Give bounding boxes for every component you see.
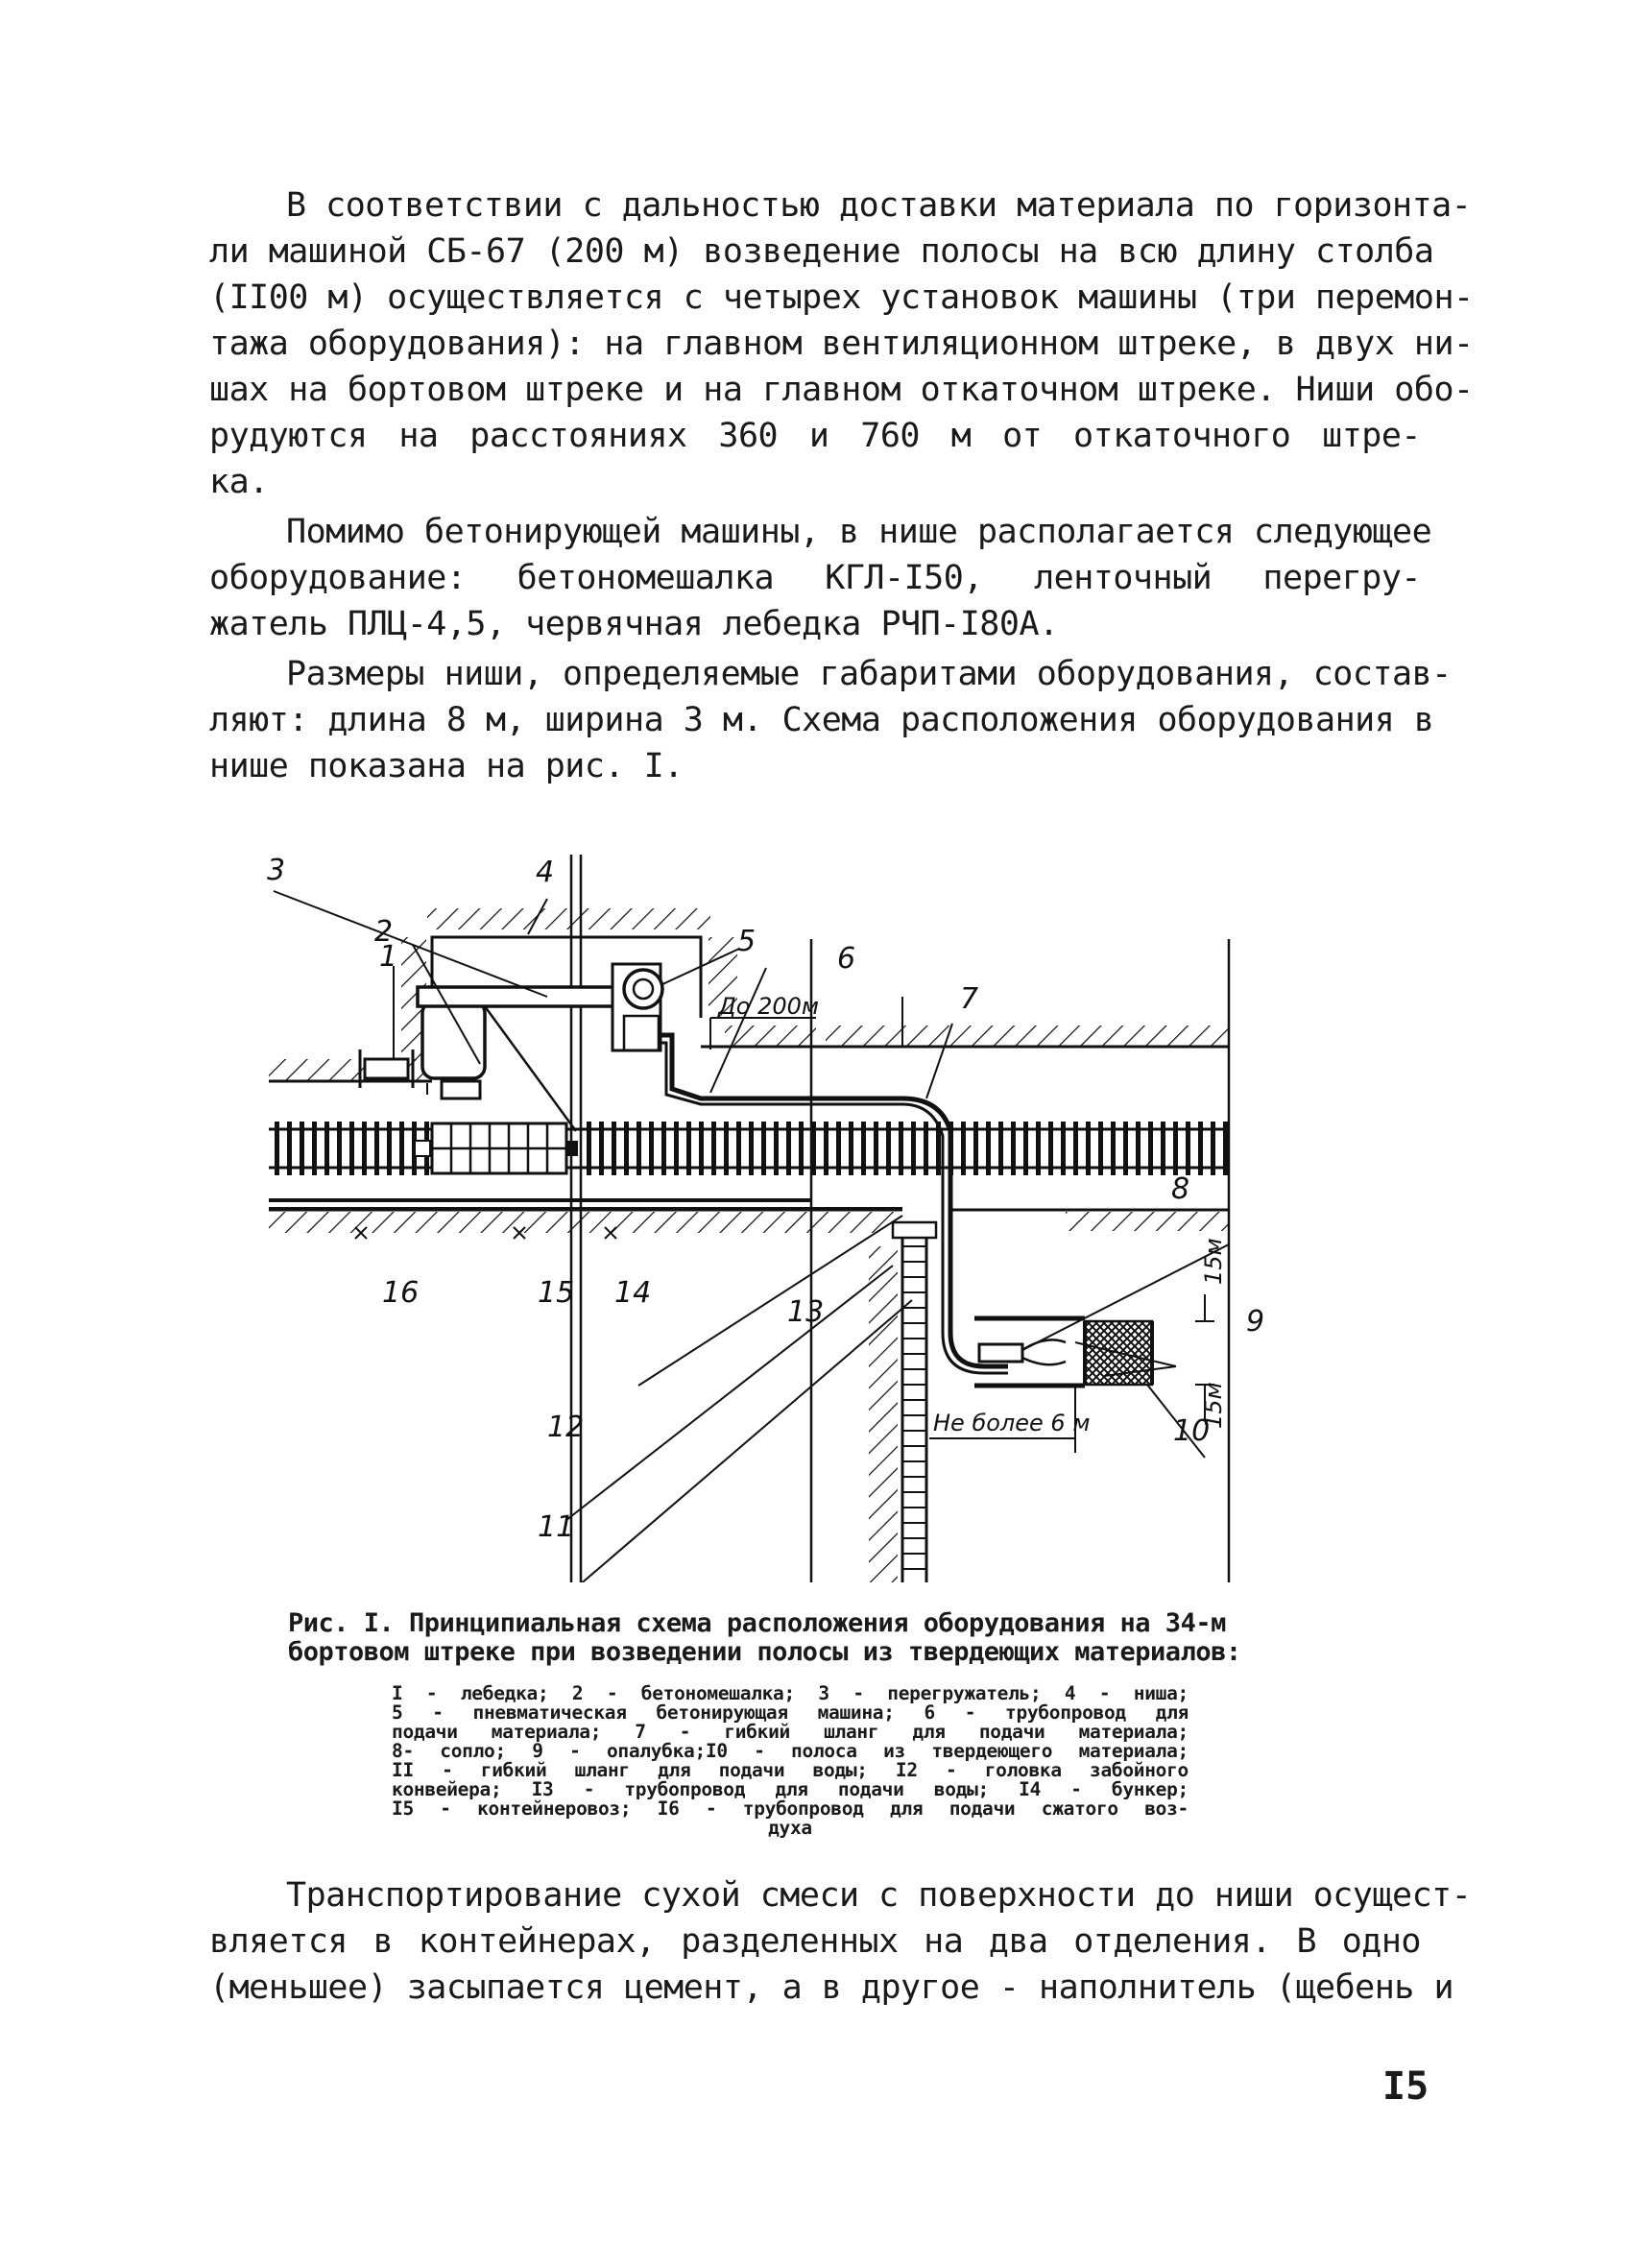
conveyor-rib bbox=[312, 1122, 317, 1175]
conveyor-rib bbox=[899, 1122, 903, 1175]
text-line: ляют: длина 8 м, ширина 3 м. Схема расположения оборудования в bbox=[209, 701, 1434, 739]
conveyor-rib bbox=[674, 1122, 679, 1175]
paragraph-4 bbox=[209, 1872, 1472, 2011]
conveyor-rib bbox=[699, 1122, 704, 1175]
conveyor-rib bbox=[300, 1122, 304, 1175]
conveyor-rib bbox=[724, 1122, 729, 1175]
conveyor-rib bbox=[587, 1122, 591, 1175]
conveyor-rib bbox=[1161, 1122, 1165, 1175]
distance-label: До 200м bbox=[718, 993, 819, 1020]
conveyor-rib bbox=[761, 1122, 766, 1175]
paragraph-1 bbox=[209, 182, 1474, 505]
conveyor-rib bbox=[349, 1122, 354, 1175]
conveyor-rib bbox=[686, 1122, 691, 1175]
conveyor-rib bbox=[1073, 1122, 1078, 1175]
conveyor-rib bbox=[1036, 1122, 1041, 1175]
label-6: 6 bbox=[837, 942, 856, 976]
max-distance-label: Не более 6 м bbox=[933, 1410, 1091, 1436]
conveyor-rib bbox=[1061, 1122, 1066, 1175]
conveyor-rib bbox=[786, 1122, 791, 1175]
conveyor-rib bbox=[649, 1122, 654, 1175]
conveyor-rib bbox=[275, 1122, 279, 1175]
legend-line: 8- сопло; 9 - опалубка;I0 - полоса из твердеющего материала; bbox=[392, 1740, 1189, 1762]
conveyor-rib bbox=[599, 1122, 604, 1175]
conveyor-rib bbox=[824, 1122, 829, 1175]
conveyor-rib bbox=[337, 1122, 342, 1175]
text-line: Размеры ниши, определяемые габаритами оборудования, состав- bbox=[286, 655, 1452, 693]
text-line: тажа оборудования): на главном вентиляционном штреке, в двух ни- bbox=[209, 325, 1474, 363]
concreting-machine bbox=[612, 964, 662, 1050]
conveyor-rib bbox=[324, 1122, 329, 1175]
legend-line: I - лебедка; 2 - бетономешалка; 3 - перегружатель; 4 - ниша; bbox=[392, 1682, 1189, 1704]
paragraph-3 bbox=[209, 651, 1452, 789]
text-line: рудуются на расстояниях 360 и 760 м от откаточного штре- bbox=[209, 417, 1421, 455]
conveyor-rib bbox=[362, 1122, 367, 1175]
label-2: 2 bbox=[374, 915, 394, 949]
conveyor-rib bbox=[886, 1122, 891, 1175]
text-line: Транспортирование сухой смеси с поверхности до ниши осущест- bbox=[286, 1876, 1472, 1915]
page-number: I5 bbox=[1382, 2064, 1429, 2109]
conveyor-rib bbox=[1148, 1122, 1153, 1175]
conveyor-rib bbox=[1211, 1122, 1215, 1175]
conveyor-rib bbox=[961, 1122, 966, 1175]
text-line: вляется в контейнерах, разделенных на два отделения. В одно bbox=[209, 1922, 1421, 1961]
figure-caption-title bbox=[288, 1609, 1334, 1667]
conveyor-rib bbox=[1011, 1122, 1016, 1175]
face-side-wall bbox=[869, 1246, 898, 1582]
text-line: нише показана на рис. I. bbox=[209, 747, 684, 785]
text-line: (II00 м) осуществляется с четырех установок машины (три перемон- bbox=[209, 278, 1474, 317]
text-line: ли машиной СБ-67 (200 м) возведение полосы на всю длину столба bbox=[209, 232, 1434, 271]
face-conveyor-ribs bbox=[902, 1246, 926, 1569]
dimension-lines bbox=[710, 1018, 1214, 1453]
conveyor-rib bbox=[1186, 1122, 1190, 1175]
conveyor-rib bbox=[1098, 1122, 1103, 1175]
text-line: оборудование: бетономешалка КГЛ-I50, ленточный перегру- bbox=[209, 559, 1421, 597]
conveyor-rib bbox=[612, 1122, 616, 1175]
conveyor-rib bbox=[1023, 1122, 1028, 1175]
conveyor-rib bbox=[749, 1122, 754, 1175]
text-line: (меньшее) засыпается цемент, а в другое - наполнитель (щебень и bbox=[209, 1968, 1454, 2007]
label-7: 7 bbox=[960, 982, 979, 1016]
equipment-layout-figure bbox=[240, 843, 1296, 1582]
paragraph-2 bbox=[209, 509, 1432, 647]
compressed-air-pipeline bbox=[269, 1200, 902, 1208]
conveyor-rib bbox=[849, 1122, 853, 1175]
drift-bottom-wall bbox=[269, 1210, 1229, 1233]
label-3: 3 bbox=[267, 854, 286, 887]
caption-line: Рис. I. Принципиальная схема расположения оборудования на 34-м bbox=[288, 1608, 1226, 1638]
gap-label-top: 15м bbox=[1200, 1238, 1227, 1285]
conveyor-rib bbox=[711, 1122, 716, 1175]
label-16: 16 bbox=[382, 1276, 420, 1310]
conveyor-rib bbox=[1136, 1122, 1141, 1175]
figure-legend bbox=[392, 1684, 1189, 1838]
legend-line: 5 - пневматическая бетонирующая машина; 6 - трубопровод для bbox=[392, 1701, 1189, 1724]
conveyor-rib bbox=[1048, 1122, 1053, 1175]
label-9: 9 bbox=[1246, 1305, 1265, 1339]
conveyor-rib bbox=[1223, 1122, 1228, 1175]
legend-line: духа bbox=[768, 1817, 812, 1839]
text-line: ка. bbox=[209, 463, 269, 501]
conveyor-rib bbox=[636, 1122, 641, 1175]
conveyor-rib bbox=[287, 1122, 292, 1175]
conveyor-rib bbox=[1173, 1122, 1178, 1175]
label-8: 8 bbox=[1171, 1172, 1190, 1206]
label-13: 13 bbox=[787, 1295, 825, 1329]
conveyor-rib bbox=[799, 1122, 804, 1175]
conveyor-rib bbox=[973, 1122, 978, 1175]
conveyor-rib bbox=[874, 1122, 878, 1175]
conveyor-rib bbox=[661, 1122, 666, 1175]
legend-line: подачи материала; 7 - гибкий шланг для подачи материала; bbox=[392, 1721, 1189, 1743]
conveyor-rib bbox=[911, 1122, 916, 1175]
conveyor-rib bbox=[774, 1122, 779, 1175]
conveyor-rib bbox=[374, 1122, 379, 1175]
text-line: жатель ПЛЦ-4,5, червячная лебедка РЧП-I80А. bbox=[209, 605, 1059, 643]
conveyor-rib bbox=[399, 1122, 404, 1175]
conveyor-rib bbox=[998, 1122, 1003, 1175]
legend-line: II - гибкий шланг для подачи воды; I2 - головка забойного bbox=[392, 1759, 1189, 1781]
label-10: 10 bbox=[1173, 1414, 1211, 1448]
legend-line: конвейера; I3 - трубопровод для подачи воды; I4 - бункер; bbox=[392, 1778, 1189, 1800]
conveyor-rib bbox=[924, 1122, 928, 1175]
conveyor-rib bbox=[986, 1122, 991, 1175]
label-14: 14 bbox=[614, 1276, 652, 1310]
conveyor-rib bbox=[387, 1122, 392, 1175]
legend-line: I5 - контейнеровоз; I6 - трубопровод для подачи сжатого воз- bbox=[392, 1798, 1189, 1820]
conveyor-rib bbox=[1086, 1122, 1091, 1175]
conveyor-rib bbox=[1111, 1122, 1116, 1175]
text-line: В соответствии с дальностью доставки материала по горизонта- bbox=[286, 186, 1472, 225]
conveyor-rib bbox=[836, 1122, 841, 1175]
label-11: 11 bbox=[538, 1510, 575, 1544]
container-carrier bbox=[415, 1123, 578, 1173]
label-1: 1 bbox=[379, 940, 398, 974]
label-4: 4 bbox=[536, 856, 555, 889]
caption-line: бортовом штреке при возведении полосы из твердеющих материалов: bbox=[288, 1637, 1241, 1667]
label-15: 15 bbox=[538, 1276, 575, 1310]
text-line: Помимо бетонирующей машины, в нише располагается следующее bbox=[286, 513, 1432, 551]
conveyor-rib bbox=[624, 1122, 629, 1175]
gap-label-bottom: 15м bbox=[1200, 1382, 1227, 1429]
conveyor-rib bbox=[811, 1122, 816, 1175]
text-line: шах на бортовом штреке и на главном откаточном штреке. Ниши обо- bbox=[209, 371, 1474, 409]
conveyor-rib bbox=[861, 1122, 866, 1175]
label-5: 5 bbox=[737, 925, 756, 958]
conveyor-rib bbox=[736, 1122, 741, 1175]
conveyor-rib bbox=[1198, 1122, 1203, 1175]
label-12: 12 bbox=[547, 1411, 585, 1444]
conveyor-rib bbox=[1123, 1122, 1128, 1175]
